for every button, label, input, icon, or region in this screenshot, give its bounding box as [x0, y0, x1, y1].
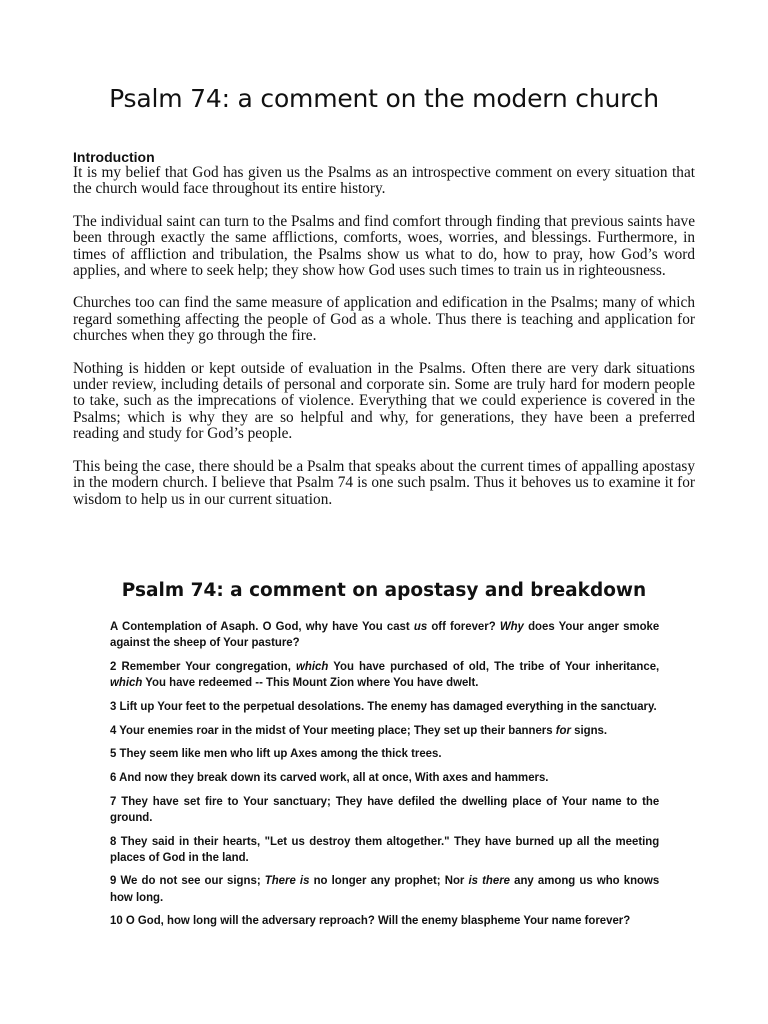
psalm-section-title: Psalm 74: a comment on apostasy and breakdown	[121, 580, 647, 601]
verse-italic: for	[555, 722, 571, 737]
verse-text: 8 They said in their hearts, "Let us destroy them altogether." They have burned up all the meeting places of God in the land.	[110, 833, 660, 864]
verse-8	[110, 833, 659, 865]
verse-6	[110, 769, 659, 785]
intro-paragraph: It is my belief that God has given us the Psalms as an introspective comment on every situation that the church would face throughout its entire history.	[73, 164, 695, 198]
verse-italic: which	[110, 675, 143, 690]
verse-text: A Contemplation of Asaph. O God, why have You cast	[110, 619, 414, 633]
verse-text: 2 Remember Your congregation,	[110, 658, 297, 673]
verse-5	[110, 745, 659, 761]
verse-2	[110, 658, 659, 690]
verse-10	[110, 912, 659, 928]
page-title: Psalm 74: a comment on the modern church	[109, 84, 659, 113]
verse-4	[110, 722, 659, 738]
verse-text: 7 They have set fire to Your sanctuary; They have defiled the dwelling place of Your name to the ground.	[110, 793, 660, 824]
psalm-verses	[110, 618, 659, 936]
verse-italic: is there	[468, 873, 510, 888]
verse-italic: which	[296, 658, 329, 673]
verse-italic: There is	[264, 873, 310, 888]
verse-italic: Why	[499, 619, 524, 633]
verse-9	[110, 872, 659, 904]
verse-text: 9 We do not see our signs;	[110, 873, 265, 888]
verse-text: off forever?	[427, 619, 500, 633]
verse-text: 6 And now they break down its carved work, all at once, With axes and hammers.	[110, 769, 549, 784]
intro-paragraph: The individual saint can turn to the Psalms and find comfort through finding that previous saints have been through exactly the same afflictions, comforts, woes, worries, and blessings. Furthermore, in times of affliction and tribulation, the Psalms show us what to do, how to pray, how God’s word applies, and where to seek help; they show how God uses such times to train us in righteousness.	[73, 212, 695, 280]
verse-text: You have redeemed -- This Mount Zion where You have dwelt.	[142, 675, 479, 690]
verse-text: 10 O God, how long will the adversary reproach? Will the enemy blaspheme Your name forever?	[110, 913, 631, 928]
verse-text: 5 They seem like men who lift up Axes among the thick trees.	[110, 746, 442, 761]
verse-text: no longer any prophet; Nor	[309, 873, 469, 888]
intro-paragraph: This being the case, there should be a Psalm that speaks about the current times of appalling apostasy in the modern church. I believe that Psalm 74 is one such psalm. Thus it behoves us to examine it for wisdom to help us in our current situation.	[73, 457, 695, 508]
verse-text: You have purchased of old, The tribe of Your inheritance,	[328, 658, 660, 673]
verse-text: 3 Lift up Your feet to the perpetual desolations. The enemy has damaged everything in the sanctuary.	[110, 698, 657, 713]
introduction-section	[73, 149, 695, 524]
verse-italic: us	[413, 619, 428, 633]
verse-1	[110, 618, 659, 650]
verse-text: 4 Your enemies roar in the midst of Your meeting place; They set up their banners	[110, 722, 556, 737]
intro-paragraph: Churches too can find the same measure of application and edification in the Psalms; many of which regard something affecting the people of God as a whole. Thus there is teaching and application for churches when they go through the fire.	[73, 294, 695, 345]
verse-3	[110, 698, 659, 714]
verse-text: does Your anger smoke against the sheep of Your pasture?	[110, 619, 660, 650]
verse-7	[110, 793, 659, 825]
intro-paragraph: Nothing is hidden or kept outside of evaluation in the Psalms. Often there are very dark situations under review, including details of personal and corporate sin. Some are truly hard for modern people to take, such as the imprecations of violence. Everything that we could experience is covered in the Psalms; which is why they are so helpful and why, for generations, they have been a preferred reading and study for God’s people.	[73, 359, 695, 443]
verse-text: any among us who knows how long.	[110, 873, 660, 904]
introduction-heading: Introduction	[73, 149, 155, 165]
verse-text: signs.	[570, 722, 608, 737]
